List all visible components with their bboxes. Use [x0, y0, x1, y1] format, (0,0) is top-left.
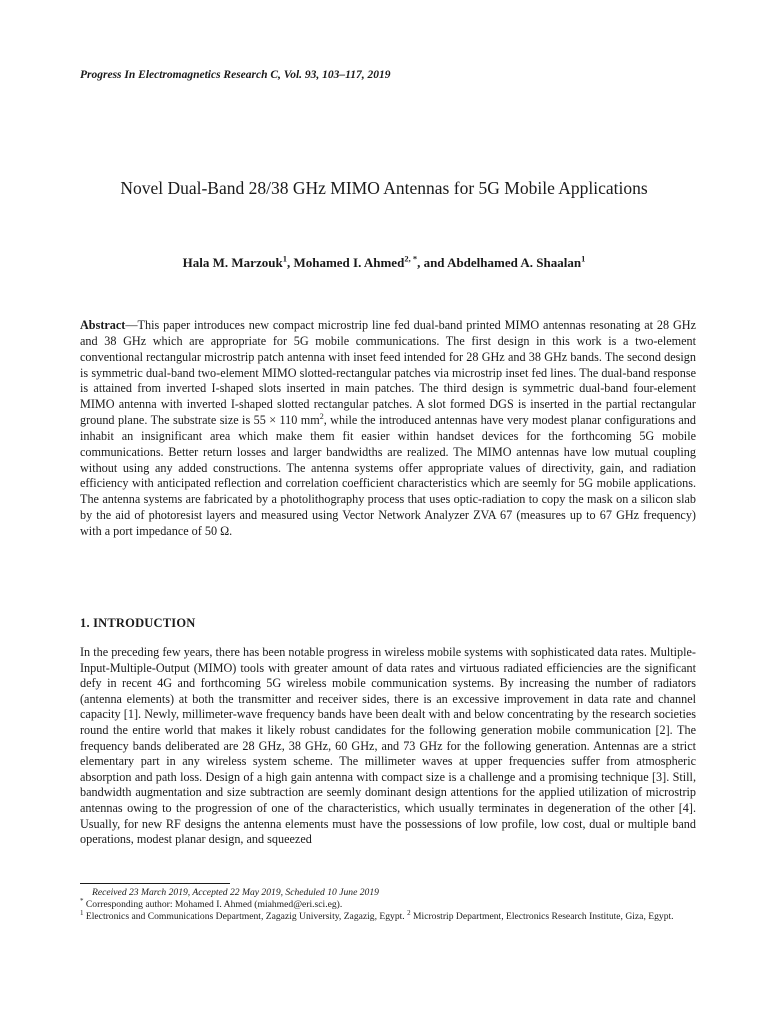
footnote-text: Microstrip Department, Electronics Research Institute, Giza, Egypt. [410, 911, 674, 923]
footnotes [80, 887, 696, 924]
introduction-paragraph: In the preceding few years, there has been notable progress in wireless mobile systems with sophisticated data rates. Multiple-Input-Multiple-Output (MIMO) tools with greater amount of data rates and virtuous radiated efficiencies are the significant defy in recent 4G and forthcoming 5G wireless mobile communication systems. By increasing the number of radiators (antenna elements) at both the transmitter and receiver sides, there is an excessive improvement in data rate and channel capacity [1]. Newly, millimeter-wave frequency bands have been dealt with and below concentrating by the research societies round the entire world that makes it likely robust candidates for the following generation mobile communication [2]. The frequency bands deliberated are 28 GHz, 38 GHz, 60 GHz, and 73 GHz for the following generation. Antennas are a strict elementary part in any wireless system scheme. The millimeter waves at upper frequencies suffer from atmospheric absorption and path loss. Design of a high gain antenna with compact size is a challenge and a promising technique [3]. Still, bandwidth augmentation and size subtraction are seemly dominant design attentions for the applied utilization of microstrip antennas owing to the progression of one of the characteristics, which usually terminates in degeneration of the other [4]. Usually, for new RF designs the antenna elements must have the possessions of low profile, low cost, dual or multiple band operations, modest planar design, and squeezed [80, 645, 696, 847]
author-list [80, 255, 688, 271]
author-affiliation-mark: 1 [581, 253, 586, 264]
journal-header: Progress In Electromagnetics Research C, Vol. 93, 103–117, 2019 [80, 69, 391, 81]
footnote-mark: 1 [80, 909, 84, 918]
author-separator: , and [417, 255, 448, 270]
paper-title: Novel Dual-Band 28/38 GHz MIMO Antennas for 5G Mobile Applications [120, 178, 648, 198]
abstract-text-continued: , while the introduced antennas have very modest planar configurations and inhabit an insignificant area which make them fit easier within handset devices for the forthcoming 5G mobile communications. Better return losses and larger bandwidths are realized. The MIMO antennas have low mutual coupling without using any added constructions. The antenna systems offer appropriate values of directivity, gain, and radiation efficiency with anticipated reflection and correlation coefficient characteristics which are seemly for 5G mobile applications. The antenna systems are fabricated by a photolithography process that uses optic-radiation to copy the mask on a silicon slab by the aid of photoresist layers and measured using Vector Network Analyzer ZVA 67 (measures up to 67 GHz frequency) with a port impedance of 50 Ω. [80, 413, 696, 538]
author-separator: , [286, 255, 294, 270]
author-name: Hala M. Marzouk [182, 255, 283, 270]
author-name: Mohamed I. Ahmed [293, 255, 405, 270]
footnote-mark: * [80, 897, 84, 906]
author-affiliation-mark: 1 [282, 253, 287, 264]
abstract [80, 318, 696, 540]
footnote-text: Corresponding author: Mohamed I. Ahmed (miahmed@eri.sci.eg). [83, 899, 343, 911]
received-dates: Received 23 March 2019, Accepted 22 May 2019, Scheduled 10 June 2019 [92, 887, 379, 898]
section-heading-introduction: 1. INTRODUCTION [80, 616, 196, 630]
author-affiliation-mark: 2, * [404, 253, 418, 264]
footnote-mark: 2 [407, 909, 411, 918]
abstract-text: —This paper introduces new compact microstrip line fed dual-band printed MIMO antennas resonating at 28 GHz and 38 GHz which are appropriate for 5G mobile communications. The first design in this work is a two-element conventional rectangular microstrip patch antenna with inset feed intended for 28 GHz and 38 GHz bands. The second design is symmetric dual-band two-element MIMO slotted-rectangular patches via microstrip inset fed lines. The dual-band response is attained from inverted I-shaped slots inserted in main patches. The third design is symmetric dual-band four-element MIMO antenna with inverted I-shaped slotted rectangular patches. A slot formed DGS is inserted in the partial rectangular ground plane. The substrate size is 55 × 110 mm [80, 318, 696, 428]
footnote-divider [80, 883, 230, 884]
footnote-text: Electronics and Communications Department, Zagazig University, Zagazig, Egypt. [83, 911, 408, 923]
abstract-superscript: 2 [319, 412, 324, 421]
abstract-label: Abstract [80, 318, 126, 332]
corresponding-author-note [80, 899, 696, 911]
affiliations-note [80, 911, 696, 923]
author-name: Abdelhamed A. Shaalan [447, 255, 582, 270]
